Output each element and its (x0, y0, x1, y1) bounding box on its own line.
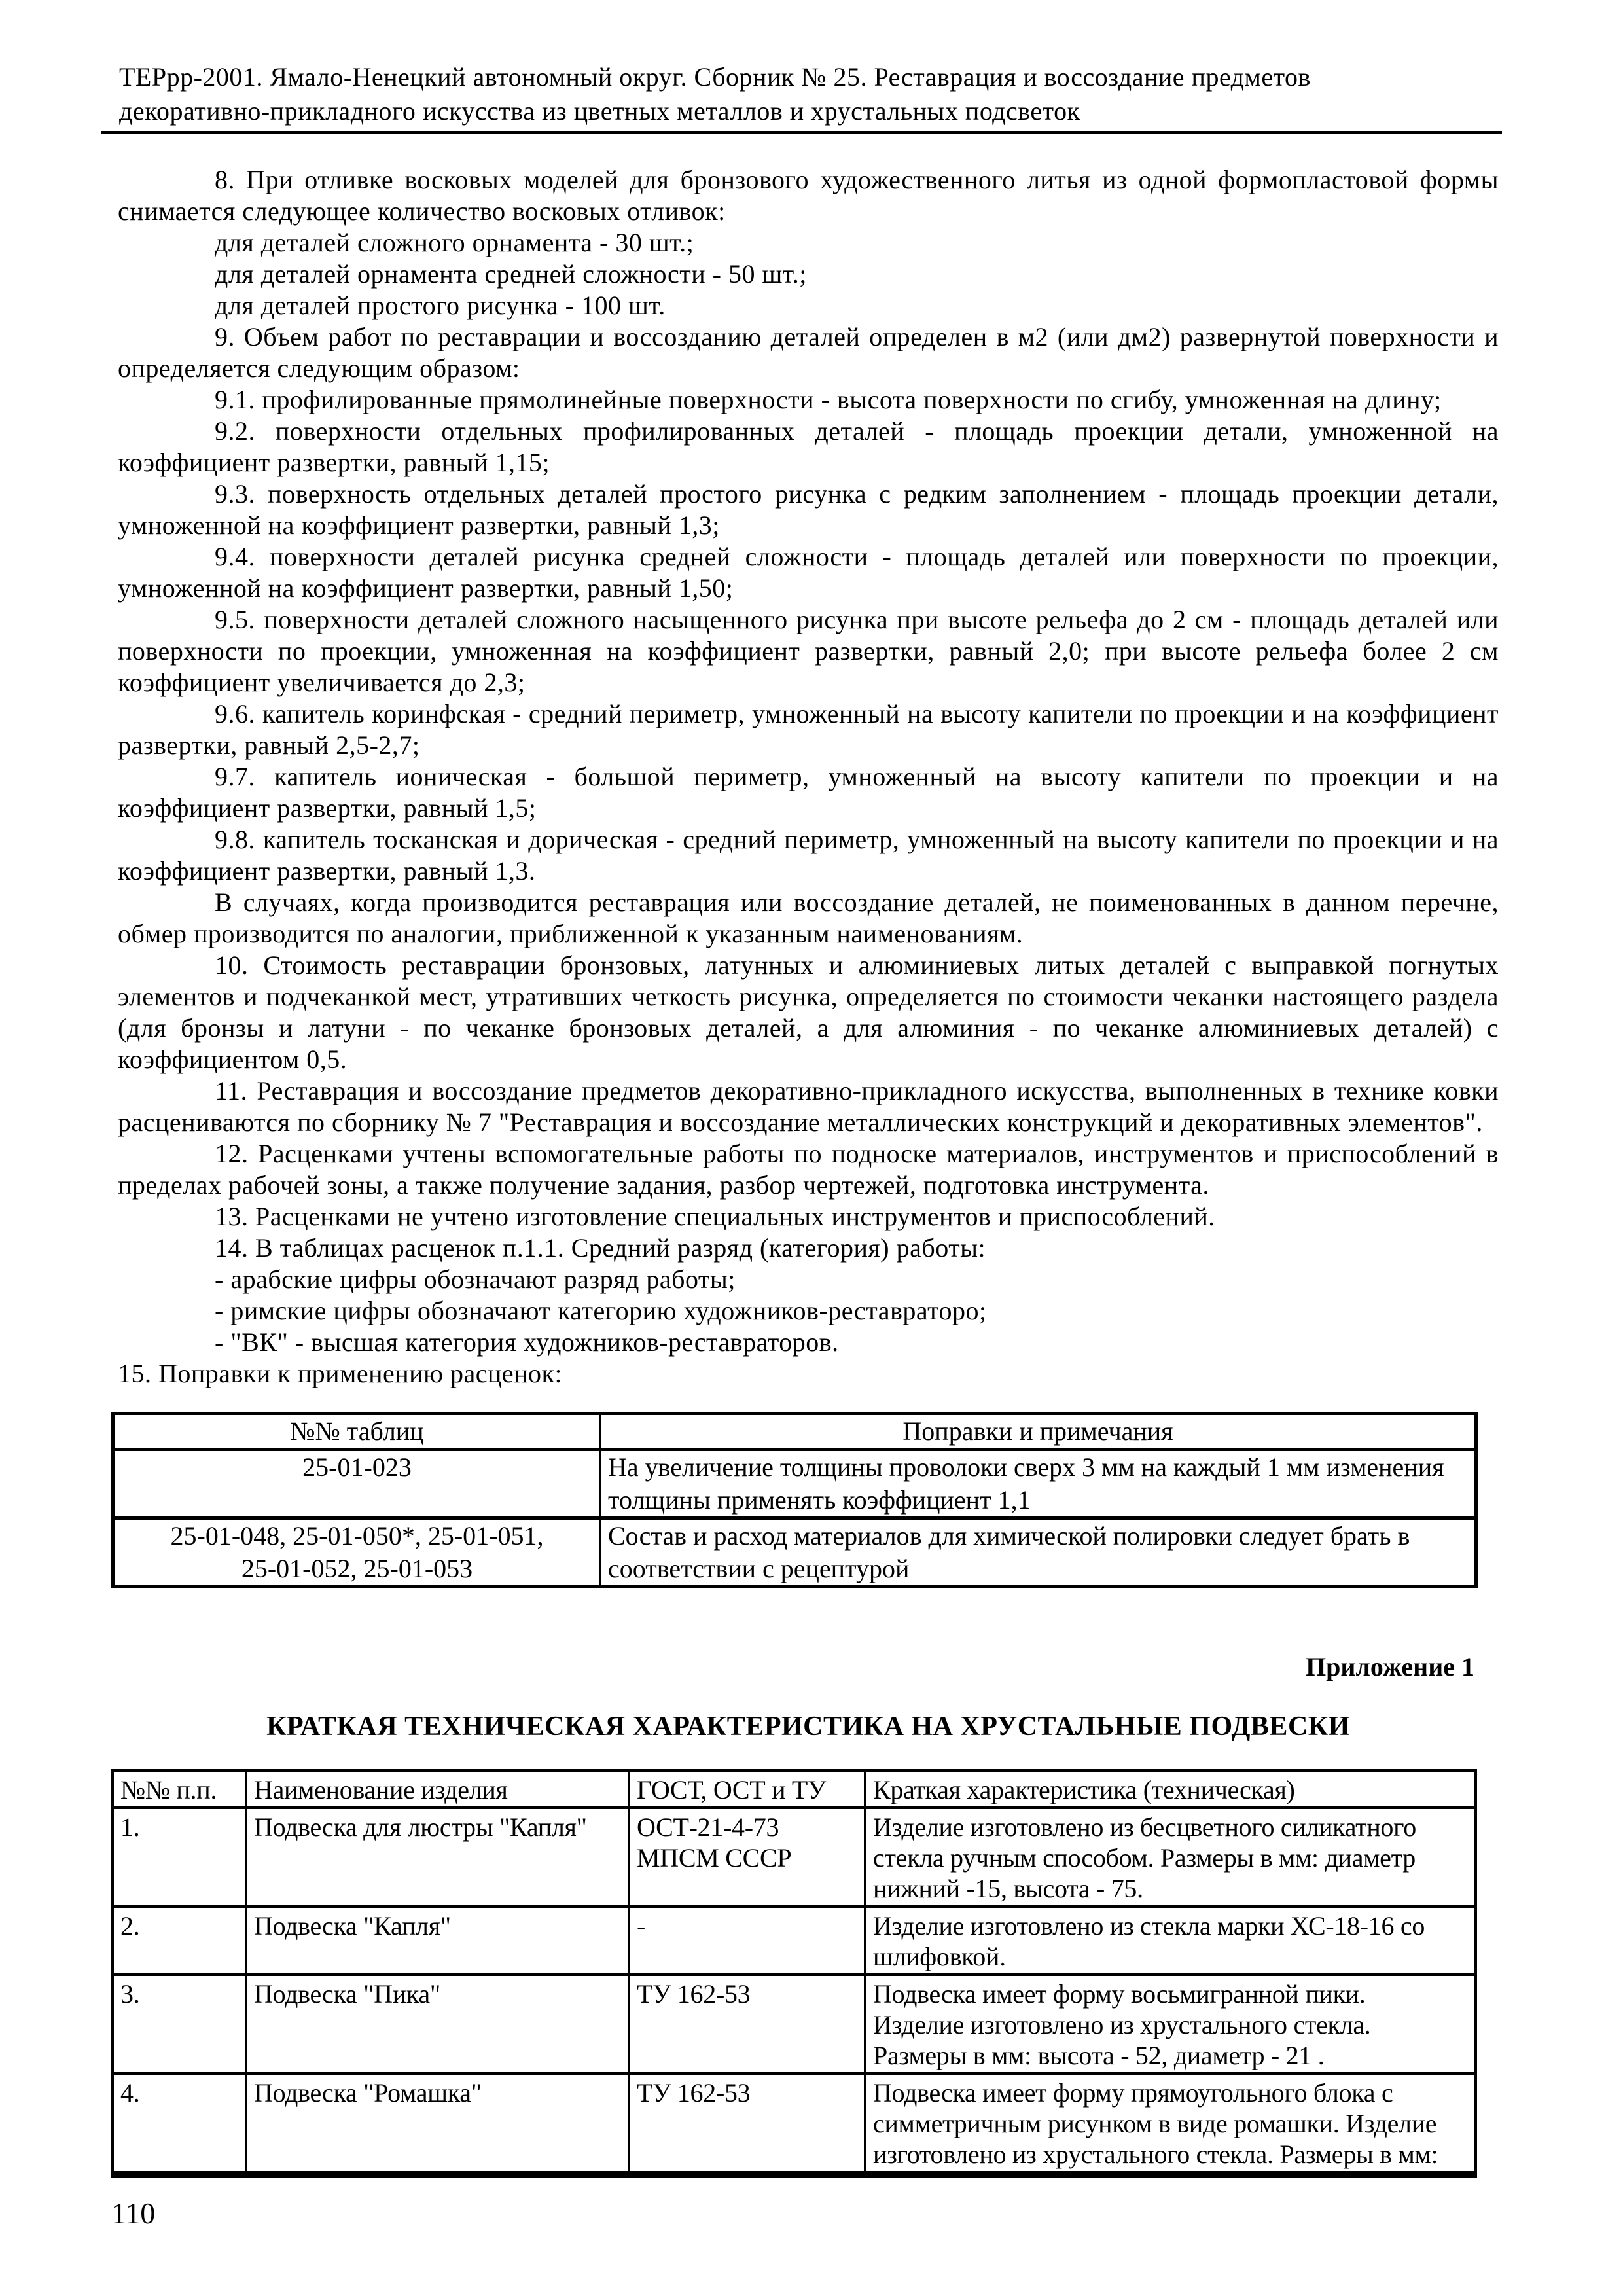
cell-line: изготовлено из хрустального стекла. Размеры в мм: (873, 2140, 1438, 2169)
paragraphs (118, 164, 1499, 1390)
paragraph: 9.3. поверхность отдельных деталей простого рисунка с редким заполнением - площадь проекции детали, умноженной на коэффициент развертки, равный 1,3; (118, 479, 1499, 540)
paragraph: 12. Расценками учтены вспомогательные работы по подноске материалов, инструментов и приспособлений в пределах рабочей зоны, а также получение задания, разбор чертежей, подготовка инструмента. (118, 1139, 1499, 1200)
corrections-row (113, 1518, 1476, 1587)
cell-item-name: Подвеска для люстры "Капля" (246, 1808, 629, 1907)
paragraph: 10. Стоимость реставрации бронзовых, латунных и алюминиевых литых деталей с выправкой погнутых элементов и подчеканкой мест, утративших четкость рисунка, определяется по стоимости чеканки настоящего раздела (для бронзы и латуни - по чеканке бронзовых деталей, а для алюминия - по чеканке алюминиевых деталей) с коэффициентом 0,5. (118, 950, 1499, 1074)
cell-line: соответствии с рецептурой (608, 1554, 910, 1583)
paragraph: - "ВК" - высшая категория художников-реставраторов. (215, 1327, 839, 1357)
cell-line: Изделие изготовлено из бесцветного силикатного (873, 1812, 1416, 1842)
cell-gost (629, 1808, 865, 1907)
cell-line: Размеры в мм: высота - 52, диаметр - 21 . (873, 2041, 1325, 2070)
paragraph: 15. Поправки к применению расценок: (118, 1359, 563, 1388)
paragraph: 9.2. поверхности отдельных профилированных деталей - площадь проекции детали, умноженной на коэффициент развертки, равный 1,15; (118, 416, 1499, 477)
cell-description (865, 2073, 1476, 2174)
cell-line: толщины применять коэффициент 1,1 (608, 1485, 1031, 1515)
cell-line: МПСМ СССР (637, 1843, 792, 1873)
column-header-description: Краткая характеристика (техническая) (865, 1770, 1476, 1808)
cell-gost: ТУ 162-53 (629, 2073, 865, 2174)
paragraph: для деталей сложного орнамента - 30 шт.; (215, 228, 694, 257)
header-line-2: декоративно-прикладного искусства из цветных металлов и хрустальных подсветок (119, 96, 1080, 126)
cell-item-number: 4. (113, 2073, 246, 2174)
corrections-row (113, 1450, 1476, 1518)
paragraph: 9.8. капитель тосканская и дорическая - средний периметр, умноженный на высоту капители по проекции и на коэффициент развертки, равный 1,3. (118, 825, 1499, 886)
cell-line: 25-01-052, 25-01-053 (241, 1554, 473, 1583)
cell-description (865, 1808, 1476, 1907)
cell-item-number: 2. (113, 1907, 246, 1975)
column-header-gost: ГОСТ, ОСТ и ТУ (629, 1770, 865, 1808)
corrections-header-row (113, 1414, 1476, 1450)
paragraph: для деталей орнамента средней сложности - 50 шт.; (215, 259, 807, 289)
paragraph: 8. При отливке восковых моделей для бронзового художественного литья из одной формопластовой формы снимается следующее количество восковых отливок: (118, 165, 1499, 226)
cell-line: Изделие изготовлено из хрустального стекла. (873, 2010, 1371, 2039)
paragraph: - римские цифры обозначают категорию художников-реставраторо; (215, 1296, 987, 1325)
cell-item-number: 1. (113, 1808, 246, 1907)
cell-line: Подвеска имеет форму восьмигранной пики. (873, 1979, 1366, 2009)
column-header-item-name: Наименование изделия (246, 1770, 629, 1808)
cell-note (601, 1518, 1476, 1587)
paragraph: В случаях, когда производится реставрация или воссоздание деталей, не поименованных в данном перечне, обмер производится по аналогии, приближенной к указанным наименованиям. (118, 888, 1499, 948)
cell-gost: - (629, 1907, 865, 1975)
cell-line: На увеличение толщины проволоки сверх 3 мм на каждый 1 мм изменения (608, 1452, 1444, 1482)
characteristics-row (113, 1808, 1476, 1907)
appendix-label: Приложение 1 (1306, 1652, 1474, 1681)
paragraph: 11. Реставрация и воссоздание предметов декоративно-прикладного искусства, выполненных в технике ковки расцениваются по сборнику № 7 "Реставрация и воссоздание металлических конструкций и декоративных элементов". (118, 1076, 1499, 1137)
paragraph: 13. Расценками не учтено изготовление специальных инструментов и приспособлений. (215, 1202, 1215, 1231)
cell-line: нижний -15, высота - 75. (873, 1874, 1143, 1903)
column-header-notes: Поправки и примечания (601, 1414, 1476, 1450)
paragraph: 9. Объем работ по реставрации и воссозданию деталей определен в м2 (или дм2) развернутой поверхности и определяется следующим образом: (118, 322, 1499, 383)
characteristics-row (113, 1907, 1476, 1975)
cell-description (865, 1907, 1476, 1975)
cell-table-numbers: 25-01-023 (113, 1450, 601, 1518)
cell-line: Изделие изготовлено из стекла марки ХС-18-16 со (873, 1911, 1425, 1941)
paragraph: 9.1. профилированные прямолинейные поверхности - высота поверхности по сгибу, умноженная на длину; (215, 385, 1442, 414)
cell-note (601, 1450, 1476, 1518)
cell-item-number: 3. (113, 1975, 246, 2073)
paragraph: для деталей простого рисунка - 100 шт. (215, 291, 666, 320)
cell-line: симметричным рисунком в виде ромашки. Изделие (873, 2109, 1437, 2138)
corrections-table (111, 1412, 1478, 1588)
document-body (0, 164, 1623, 2230)
cell-line: Подвеска имеет форму прямоугольного блока с (873, 2078, 1393, 2108)
cell-description (865, 1975, 1476, 2073)
cell-line: 25-01-048, 25-01-050*, 25-01-051, (170, 1521, 544, 1551)
page-header (101, 0, 1502, 134)
characteristics-row (113, 1975, 1476, 2073)
cell-line: ОСТ-21-4-73 (637, 1812, 779, 1842)
page-number: 110 (111, 2197, 156, 2230)
cell-item-name: Подвеска "Капля" (246, 1907, 629, 1975)
cell-gost: ТУ 162-53 (629, 1975, 865, 2073)
column-header-tables: №№ таблиц (113, 1414, 601, 1450)
cell-line: шлифовкой. (873, 1942, 1006, 1971)
appendix-title: КРАТКАЯ ТЕХНИЧЕСКАЯ ХАРАКТЕРИСТИКА НА ХРУСТАЛЬНЫЕ ПОДВЕСКИ (266, 1712, 1350, 1742)
cell-table-numbers (113, 1518, 601, 1587)
paragraph: 9.7. капитель ионическая - большой периметр, умноженный на высоту капители по проекции и на коэффициент развертки, равный 1,5; (118, 762, 1499, 823)
cell-line: стекла ручным способом. Размеры в мм: диаметр (873, 1843, 1416, 1873)
paragraph: 14. В таблицах расценок п.1.1. Средний разряд (категория) работы: (215, 1233, 986, 1263)
characteristics-table (111, 1769, 1477, 2178)
cell-line: Состав и расход материалов для химической полировки следует брать в (608, 1521, 1410, 1551)
paragraph: 9.4. поверхности деталей рисунка средней сложности - площадь деталей или поверхности по проекции, умноженной на коэффициент развертки, равный 1,50; (118, 542, 1499, 603)
paragraph: - арабские цифры обозначают разряд работы; (215, 1265, 736, 1294)
paragraph: 9.6. капитель коринфская - средний периметр, умноженный на высоту капители по проекции и на коэффициент развертки, равный 2,5-2,7; (118, 699, 1499, 760)
paragraph: 9.5. поверхности деталей сложного насыщенного рисунка при высоте рельефа до 2 см - площадь деталей или поверхности по проекции, умноженная на коэффициент развертки, равный 2,0; при высоте рельефа более 2 см коэффициент увеличивается до 2,3; (118, 605, 1499, 697)
characteristics-header-row (113, 1770, 1476, 1808)
cell-item-name: Подвеска "Пика" (246, 1975, 629, 2073)
header-line-1: ТЕРрр-2001. Ямало-Ненецкий автономный округ. Сборник № 25. Реставрация и воссоздание предметов (119, 62, 1311, 92)
column-header-item-number: №№ п.п. (113, 1770, 246, 1808)
characteristics-row (113, 2073, 1476, 2174)
cell-item-name: Подвеска "Ромашка" (246, 2073, 629, 2174)
